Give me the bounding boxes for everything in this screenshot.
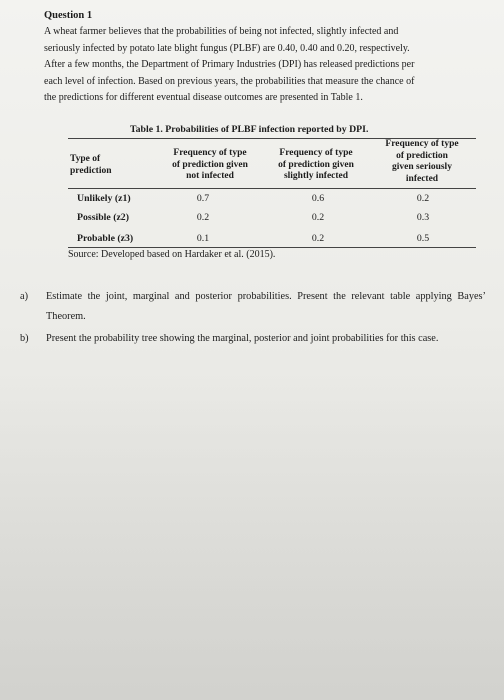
header-slightly-line-1: Frequency of type [279,148,353,158]
cell-slightly: 0.2 [311,233,325,244]
header-slightly [266,148,366,183]
cell-not-infected: 0.1 [196,233,210,244]
task-b-text: Present the probability tree showing the marginal, posterior and joint probabilities for this case. [46,333,439,344]
row-label: Probable (z3) [77,233,134,244]
question-intro [44,24,464,107]
header-slightly-line-2: of prediction given [278,159,354,170]
header-seriously-line-3: given seriously [392,162,452,172]
header-seriously-line-2: of prediction [396,150,448,161]
table-header-rule [68,188,476,189]
header-not-infected [150,148,270,183]
header-type-line-2: prediction [70,165,112,176]
row-label: Possible (z2) [77,212,129,223]
task-a-text: Estimate the joint, marginal and posterior probabilities. Present the relevant table applying Bayes’ Theorem. [46,291,486,322]
header-not-infected-line-1: Frequency of type [173,148,247,158]
intro-line-3: After a few months, the Department of Primary Industries (DPI) has released predictions per [44,59,415,70]
header-not-infected-line-2: of prediction given [172,159,248,170]
table-source: Source: Developed based on Hardaker et al. (2015). [68,249,276,260]
cell-not-infected: 0.2 [196,212,210,223]
intro-line-5: the predictions for different eventual disease outcomes are presented in Table 1. [44,92,363,103]
header-type-line-1: Type of [70,154,101,164]
intro-line-2: seriously infected by potato late blight fungus (PLBF) are 0.40, 0.40 and 0.20, respectively. [44,42,410,54]
cell-not-infected: 0.7 [196,193,210,204]
row-label: Unlikely (z1) [77,193,131,204]
header-slightly-line-3: slightly infected [283,171,349,181]
header-seriously [372,139,472,185]
header-seriously-line-1: Frequency of type [385,139,459,149]
cell-slightly: 0.2 [311,212,325,223]
cell-seriously: 0.3 [416,212,430,223]
intro-line-1: A wheat farmer believes that the probabilities of being not infected, slightly infected and [44,26,399,37]
table-bottom-rule [68,247,476,248]
paper-shadow [0,380,504,700]
header-not-infected-line-3: not infected [186,171,234,181]
cell-seriously: 0.5 [416,233,430,244]
header-seriously-line-4: infected [405,173,439,184]
intro-line-4: each level of infection. Based on previous years, the probabilities that measure the chance of [44,75,415,87]
question-title: Question 1 [44,10,93,21]
table-title: Table 1. Probabilities of PLBF infection reported by DPI. [130,124,369,135]
cell-slightly: 0.6 [311,193,325,204]
task-a-number: a) [20,291,28,302]
task-b-number: b) [20,333,29,344]
header-type [70,154,140,177]
cell-seriously: 0.2 [416,193,430,204]
